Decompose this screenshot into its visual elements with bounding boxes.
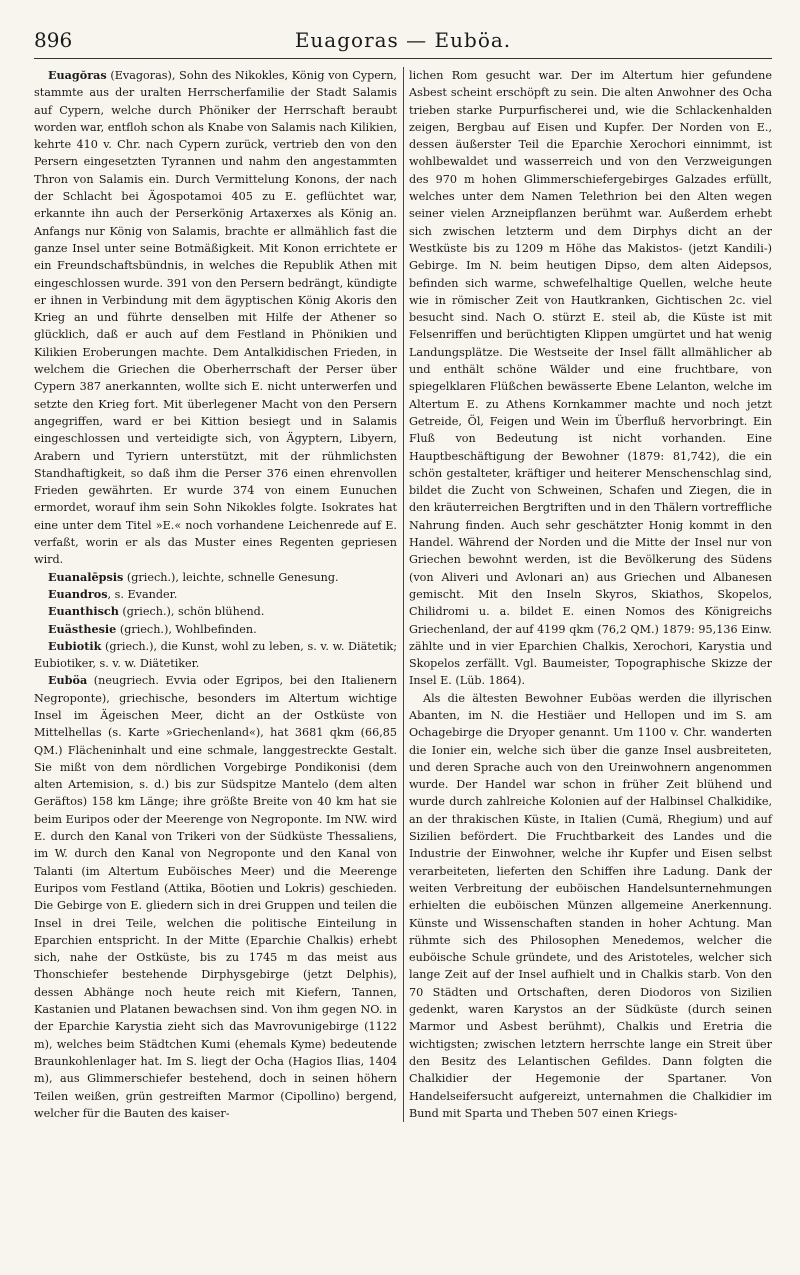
entry-euagoras	[34, 67, 397, 569]
entry-euboea	[34, 672, 397, 1122]
entry-text: (griech.), leichte, schnelle Genesung.	[123, 570, 339, 584]
paragraph-continuation: lichen Rom gesucht war. Der im Altertum hier gefundene Asbest scheint erschöpft zu sein. Die alten Anwohner des Ocha trieben starke Purpurfischerei und, wie die Schlackenhalden zeigen, Bergbau auf Eisen und Kupfer. Der Norden von E., dessen äußerster Teil die Eparchie Xerochori einnimmt, ist wohlbewaldet und wasserreich und von den Verzweigungen des 970 m hohen Glimmerschiefergebirges Galzades erfüllt, welches unter dem Namen Telethrion bei den Alten wegen seiner vielen Arzneipflanzen berühmt war. Außerdem erhebt sich zwischen letzterm und dem Dirphys dicht an der Westküste bis zu 1209 m Höhe das Makistos- (jetzt Kandili-) Gebirge. Im N. beim heutigen Dipso, dem alten Aidepsos, befinden sich warme, schwefelhaltige Quellen, welche heute wie in römischer Zeit von Hautkranken, Gichtischen 2c. viel besucht sind. Nach O. stürzt E. steil ab, die Küste ist mit Felsenriffen und berüchtigten Klippen umgürtet und hat wenig Landungsplätze. Die Westseite der Insel fällt allmählicher ab und enthält schöne Wälder und eine fruchtbare, von spiegelklaren Flüßchen bewässerte Ebene Lelanton, welche im Altertum E. zu Athens Kornkammer machte und noch jetzt Getreide, Öl, Feigen und Wein im Überfluß hervorbringt. Ein Fluß von Bedeutung ist nicht vorhanden. Eine Hauptbeschäftigung der Bewohner (1879: 81,742), die ein schön gestalteter, kräftiger und heiterer Menschenschlag sind, bildet die Zucht von Schweinen, Schafen und Ziegen, die in den kräuterreichen Bergtriften und in den Thälern vortreffliche Nahrung finden. Auch sehr geschätzter Honig kommt in den Handel. Während der Norden und die Mitte der Insel nur von Griechen bewohnt werden, ist die Bevölkerung des Südens (von Aliveri und Avlonari an) aus Griechen und Albanesen gemischt. Mit den Inseln Skyros, Skiathos, Skopelos, Chilidromi u. a. bildet E. einen Nomos des Königreichs Griechenland, der auf 4199 qkm (76,2 QM.) 1879: 95,136 Einw. zählte und in vier Eparchien Chalkis, Xerochori, Karystia und Skopelos zerfällt. Vgl. Baumeister, Topographische Skizze der Insel E. (Lüb. 1864).	[409, 69, 772, 688]
entry-lemma: Euanthisch	[48, 604, 119, 619]
entry-lemma: Eubiotik	[48, 638, 102, 653]
column-divider	[403, 67, 404, 1122]
entry-text: , s. Evander.	[107, 587, 178, 601]
entry-euanalepsis	[34, 569, 397, 586]
entry-lemma: Euböa	[48, 673, 88, 688]
entry-text: (griech.), die Kunst, wohl zu leben, s. v. w. Diätetik; Eubiotiker, s. v. w. Diätetiker.	[34, 639, 397, 671]
page	[34, 28, 772, 1122]
entry-text: (neugriech. Evvia oder Egripos, bei den Italienern Negroponte), griechische, besonders im Altertum wichtige Insel im Ägeischen Meer, dicht an der Ostküste von Mittelhellas (s. Karte »Griechenland«), hat 3681 qkm (66,85 QM.) Flächeninhalt und eine schmale, langgestreckte Gestalt. Sie mißt von dem nördlichen Vorgebirge Pondikonisi (dem alten Artemision, s. d.) bis zur Südspitze Mantelo (dem alten Geräftos) 158 km Länge; ihre größte Breite von 40 km hat sie beim Euripos oder der Meerenge von Negroponte. Im NW. wird E. durch den Kanal von Trikeri von der Südküste Thessaliens, im W. durch den Kanal von Negroponte und den Kanal von Talanti (im Altertum Euböisches Meer) und die Meerenge Euripos vom Festland (Attika, Böotien und Lokris) geschieden. Die Gebirge von E. gliedern sich in drei Gruppen und teilen die Insel in drei Teile, welchen die politische Einteilung in Eparchien entspricht. In der Mitte (Eparchie Chalkis) erhebt sich, nahe der Ostküste, bis zu 1745 m das meist aus Thonschiefer bestehende Dirphysgebirge (jetzt Delphis), dessen Abhänge noch heute reich mit Kiefern, Tannen, Kastanien und Platanen bewachsen sind. Von ihm gegen NO. in der Eparchie Karystia zieht sich das Mavrovunigebirge (1122 m), welches beim Städtchen Kumi (ehemals Kyme) bedeutende Braunkohlenlager hat. Im S. liegt der Ocha (Hagios Ilias, 1404 m), aus Glimmerschiefer bestehend, doch in seinen höhern Teilen weißen, grün gestreiften Marmor (Cipollino) bergend, welcher für die Bauten des kaiser-	[34, 674, 397, 1120]
entry-lemma: Euandros	[48, 586, 108, 601]
entry-text: (Evagoras), Sohn des Nikokles, König von Cypern, stammte aus der uralten Herrscherfamilie der Stadt Salamis auf Cypern, welche durch Phöniker der Herrschaft beraubt worden war, entfloh schon als Knabe von Salamis nach Kilikien, kehrte 410 v. Chr. nach Cypern zurück, vertrieb den von den Persern eingesetzten Tyrannen und nahm den angestammten Thron von Salamis ein. Durch Vermittelung Konons, der nach der Schlacht bei Ägospotamoi 405 zu E. geflüchtet war, erkannte ihn auch der Perserkönig Artaxerxes als König an. Anfangs nur König von Salamis, brachte er allmählich fast die ganze Insel unter seine Botmäßigkeit. Mit Konon errichtete er ein Freundschaftsbündnis, in welches die Republik Athen mit eingeschlossen wurde. 391 von den Persern bedrängt, kündigte er ihnen in Verbindung mit dem ägyptischen König Akoris den Krieg an und führte denselben mit Hilfe der Athener so glücklich, daß er auch auf dem Festland in Phönikien und Kilikien Eroberungen machte. Dem Antalkidischen Frieden, in welchem die Griechen die Oberherrschaft der Perser über Cypern 387 anerkannten, wollte sich E. nicht unterwerfen und setzte den Krieg fort. Mit überlegener Macht von den Persern angegriffen, ward er bei Kittion besiegt und in Salamis eingeschlossen und verteidigte sich, von Ägyptern, Libyern, Arabern und Tyriern unterstützt, mit der rühmlichsten Standhaftigkeit, so daß ihm die Perser 376 einen ehrenvollen Frieden gewährten. Er wurde 374 von einem Eunuchen ermordet, worauf ihm sein Sohn Nikokles folgte. Isokrates hat eine unter dem Titel »E.« noch vorhandene Leichenrede auf E. verfaßt, worin er als das Muster eines Regenten gepriesen wird.	[34, 69, 397, 567]
page-number: 896	[34, 28, 73, 52]
entry-lemma: Euanalēpsis	[48, 569, 124, 584]
running-header	[34, 28, 772, 59]
entry-text: (griech.), schön blühend.	[118, 605, 265, 619]
entry-lemma: Euästhesie	[48, 621, 117, 636]
entry-text: (griech.), Wohlbefinden.	[116, 622, 257, 636]
two-column-body	[34, 67, 772, 1122]
left-column	[34, 67, 397, 1122]
entry-euandros	[34, 586, 397, 603]
running-head-title: Euagoras — Euböa.	[294, 28, 512, 52]
entry-euaesthesie	[34, 621, 397, 638]
entry-euanthisch	[34, 603, 397, 620]
right-column	[409, 67, 772, 1122]
entry-lemma: Euagŏras	[48, 68, 107, 82]
entry-eubiotik	[34, 638, 397, 673]
paragraph-history: Als die ältesten Bewohner Euböas werden die illyrischen Abanten, im N. die Hestiäer und Hellopen und im S. am Ochagebirge die Dryoper genannt. Um 1100 v. Chr. wanderten die Ionier ein, welche sich über die ganze Insel ausbreiteten, und deren Sprache auch von den Ureinwohnern angenommen wurde. Der Handel war schon in früher Zeit blühend und wurde durch zahlreiche Kolonien auf der Halbinsel Chalkidike, an der thrakischen Küste, in Italien (Cumä, Rhegium) und auf Sizilien befördert. Die Fruchtbarkeit des Landes und die Industrie der Einwohner, welche ihr Kupfer und Eisen selbst verarbeiteten, lieferten den Schiffen ihre Ladung. Dank der weiten Verbreitung der euböischen Handelsunternehmungen erhielten die euböischen Münzen allgemeine Anerkennung. Künste und Wissenschaften standen in hoher Achtung. Man rühmte sich des Philosophen Menedemos, welcher die euböische Schule gründete, und des Aristoteles, welcher sich lange Zeit auf der Insel aufhielt und in Chalkis starb. Von den 70 Städten und Ortschaften, deren Diodoros von Sizilien gedenkt, waren Karystos an der Südküste (durch seinen Marmor und Asbest berühmt), Chalkis und Eretria die wichtigsten; zwischen letztern herrschte lange ein Streit über den Besitz des Lelantischen Gefildes. Dann folgten die Chalkidier der Hegemonie der Spartaner. Von Handelseifersucht aufgereizt, unternahmen die Chalkidier im Bund mit Sparta und Theben 507 einen Kriegs-	[409, 691, 772, 1120]
